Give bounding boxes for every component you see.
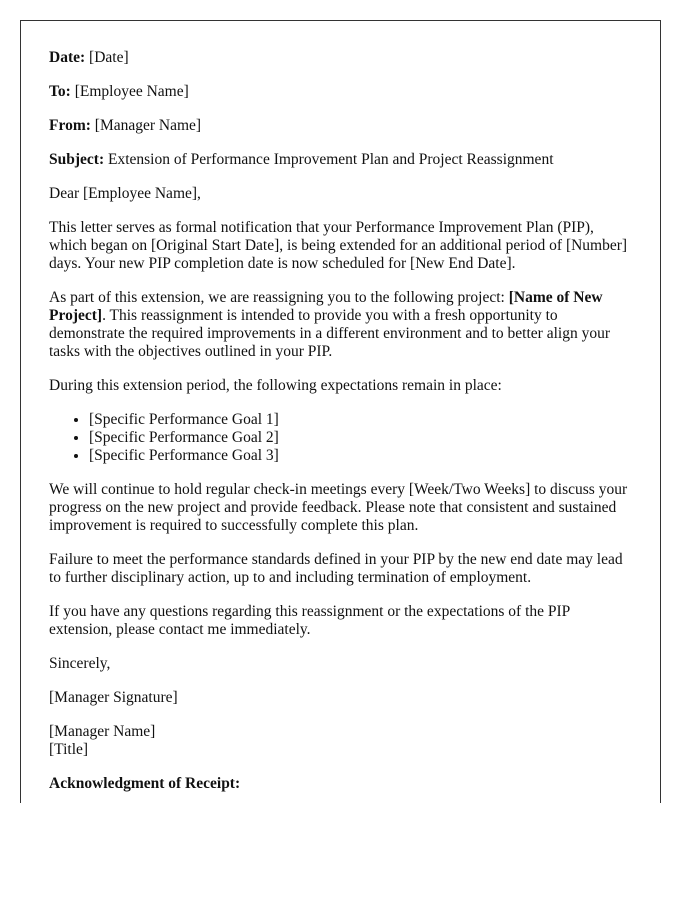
paragraph-checkins: We will continue to hold regular check-in meetings every [Week/Two Weeks] to discuss your progress on the new project and provide feedback. Please note that consistent and sustained improvement is required to successfully complete this plan. <box>49 481 628 534</box>
goals-list <box>49 411 630 465</box>
to-label: To: <box>49 83 71 100</box>
goal-item: • [Specific Performance Goal 3] <box>89 447 630 465</box>
salutation: Dear [Employee Name], <box>49 185 201 202</box>
signer-block <box>49 723 630 759</box>
acknowledgment-label: Acknowledgment of Receipt: <box>49 775 241 792</box>
date-value: [Date] <box>89 49 129 66</box>
date-label: Date: <box>49 49 86 66</box>
signature: [Manager Signature] <box>49 689 178 706</box>
paragraph-contact: If you have any questions regarding this reassignment or the expectations of the PIP extension, please contact me immediately. <box>49 603 570 638</box>
subject-line <box>49 151 630 169</box>
subject-label: Subject: <box>49 151 105 168</box>
letter-page <box>20 20 661 803</box>
date-line <box>49 49 630 67</box>
reassignment-text-cont: . This reassignment is intended to provide you with a fresh opportunity to demonstrate the required improvements in a different environment and to better align your tasks with the objectives outlined in your PIP. <box>49 307 610 360</box>
signer-title: [Title] <box>49 741 89 758</box>
subject-value: Extension of Performance Improvement Plan and Project Reassignment <box>107 151 554 168</box>
paragraph-notification: This letter serves as formal notification that your Performance Improvement Plan (PIP), which began on [Original Start Date], is being extended for an additional period of [Number] days. Your new PIP completion date is now scheduled for [New End Date]. <box>49 219 628 272</box>
to-value: [Employee Name] <box>74 83 189 100</box>
to-line <box>49 83 630 101</box>
from-line <box>49 117 630 135</box>
from-label: From: <box>49 117 91 134</box>
paragraph-reassignment <box>49 289 630 361</box>
signer-name: [Manager Name] <box>49 723 156 740</box>
goal-item: • [Specific Performance Goal 1] <box>89 411 630 429</box>
from-value: [Manager Name] <box>94 117 202 134</box>
paragraph-expectations: During this extension period, the following expectations remain in place: <box>49 377 502 394</box>
acknowledgment-heading <box>49 775 630 793</box>
paragraph-consequences: Failure to meet the performance standards defined in your PIP by the new end date may lead to further disciplinary action, up to and including termination of employment. <box>49 551 623 586</box>
reassignment-text: As part of this extension, we are reassigning you to the following project: <box>49 289 509 306</box>
goal-item: • [Specific Performance Goal 2] <box>89 429 630 447</box>
sign-off: Sincerely, <box>49 655 111 672</box>
letter-content <box>21 21 660 793</box>
project-name: [Name of New Project] <box>49 289 603 324</box>
